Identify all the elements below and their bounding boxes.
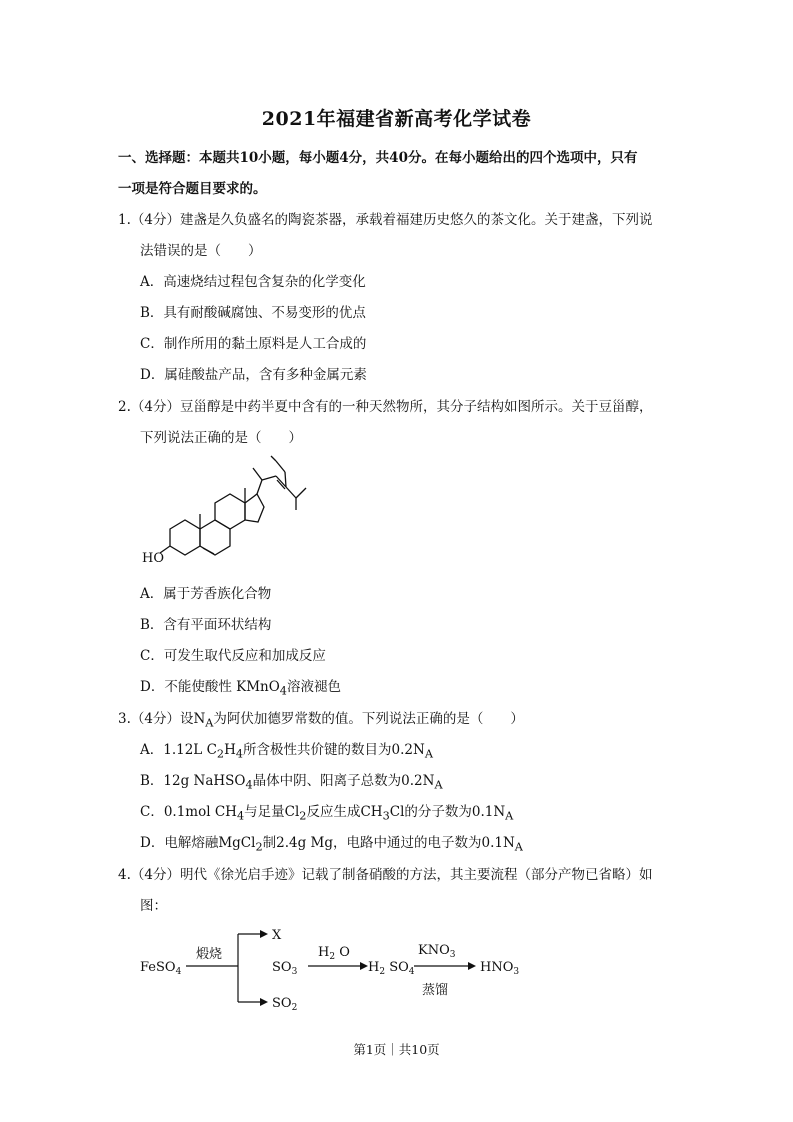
side-chain-5 xyxy=(286,487,296,498)
ring-b-double-bond xyxy=(203,548,214,554)
arrowhead-kno3 xyxy=(468,962,476,970)
q2-option-c: C．可发生取代反应和加成反应 xyxy=(140,648,326,664)
q1-option-c: C．制作所用的黏土原料是人工合成的 xyxy=(140,336,367,352)
water-label: $H_2$ O xyxy=(318,945,350,962)
page-footer: 第1页｜共10页 xyxy=(353,1042,440,1057)
q1-option-a: A．高速烧结过程包含复杂的化学变化 xyxy=(140,274,366,290)
q1-stem-line1: 1.（4分）建盏是久负盛名的陶瓷茶器，承载着福建历史悠久的茶文化。关于建盏，下列说 xyxy=(118,212,653,228)
q2-option-a: A．属于芳香族化合物 xyxy=(140,586,272,602)
side-chain-ethyl-2 xyxy=(271,456,276,461)
section-heading-line1: 一、选择题：本题共10小题，每小题4分，共40分。在每小题给出的四个选项中，只有 xyxy=(118,150,638,166)
so3-label: $SO_3$ xyxy=(272,960,298,977)
arrowhead-water xyxy=(360,962,368,970)
ring-c xyxy=(215,494,245,529)
q1-option-b: B．具有耐酸碱腐蚀、不易变形的优点 xyxy=(140,305,366,321)
q4-stem-line2: 图： xyxy=(140,898,167,914)
nitric-acid-flow-diagram xyxy=(140,920,560,1020)
arrowhead-so2 xyxy=(260,998,268,1006)
x-label: X xyxy=(272,928,282,943)
ring-d xyxy=(245,494,264,522)
side-chain-iso-1 xyxy=(296,488,306,498)
ho-label: HO xyxy=(142,551,164,566)
q2-stem-line1: 2.（4分）豆甾醇是中药半夏中含有的一种天然物所，其分子结构如图所示。关于豆甾醇， xyxy=(118,399,653,415)
section-heading-line2: 一项是符合题目要求的。 xyxy=(118,181,267,197)
q3-option-a: A．1.12L $C_2H_4$所含极性共价键的数目为$0.2N_A$ xyxy=(140,742,433,761)
ring-b xyxy=(200,520,230,555)
distillation-label: 蒸馏 xyxy=(422,983,449,998)
q3-option-b: B．12g NaHSO$_4$晶体中阴、阳离子总数为$0.2N_A$ xyxy=(140,773,443,792)
hno3-label: $HNO_3$ xyxy=(480,960,520,977)
stigmasterol-structure-diagram xyxy=(140,452,320,572)
arrowhead-x xyxy=(260,930,268,938)
q2-option-d: D．不能使酸性 KMnO$_4$溶液褪色 xyxy=(140,679,341,698)
q3-stem: 3.（4分）设$N_A$为阿伏加德罗常数的值。下列说法正确的是（ ） xyxy=(118,711,524,730)
side-chain-methyl xyxy=(253,468,262,480)
page-title: 2021年福建省新高考化学试卷 xyxy=(261,108,532,130)
q1-stem-line2: 法错误的是（ ） xyxy=(140,243,262,259)
ring-a xyxy=(170,520,200,555)
q1-option-d: D．属硅酸盐产品，含有多种金属元素 xyxy=(140,367,367,383)
sulfuric-acid-label: $H_2$ $SO_4$ xyxy=(368,960,415,977)
q2-stem-line2: 下列说法正确的是（ ） xyxy=(140,430,302,446)
q3-option-d: D．电解熔融MgCl$_2$制2.4g Mg，电路中通过的电子数为$0.1N_A$ xyxy=(140,835,523,854)
side-chain-2 xyxy=(262,476,276,480)
calcination-label: 煅烧 xyxy=(196,947,223,962)
so2-label: $SO_2$ xyxy=(272,996,298,1013)
kno3-label: $KNO_3$ xyxy=(418,943,456,960)
side-chain-ethyl-1 xyxy=(276,461,285,472)
side-chain-4 xyxy=(285,472,286,487)
feso4-label: FeSO$_4$ xyxy=(140,960,182,977)
q3-option-c: C．0.1mol $CH_4$与足量$Cl_2$反应生成$CH_3Cl$的分子数为$0.1N_A$ xyxy=(140,804,514,823)
q4-stem-line1: 4.（4分）明代《徐光启手迹》记载了制备硝酸的方法，其主要流程（部分产物已省略）如 xyxy=(118,867,653,883)
side-chain-1 xyxy=(257,480,262,494)
q2-option-b: B．含有平面环状结构 xyxy=(140,617,272,633)
